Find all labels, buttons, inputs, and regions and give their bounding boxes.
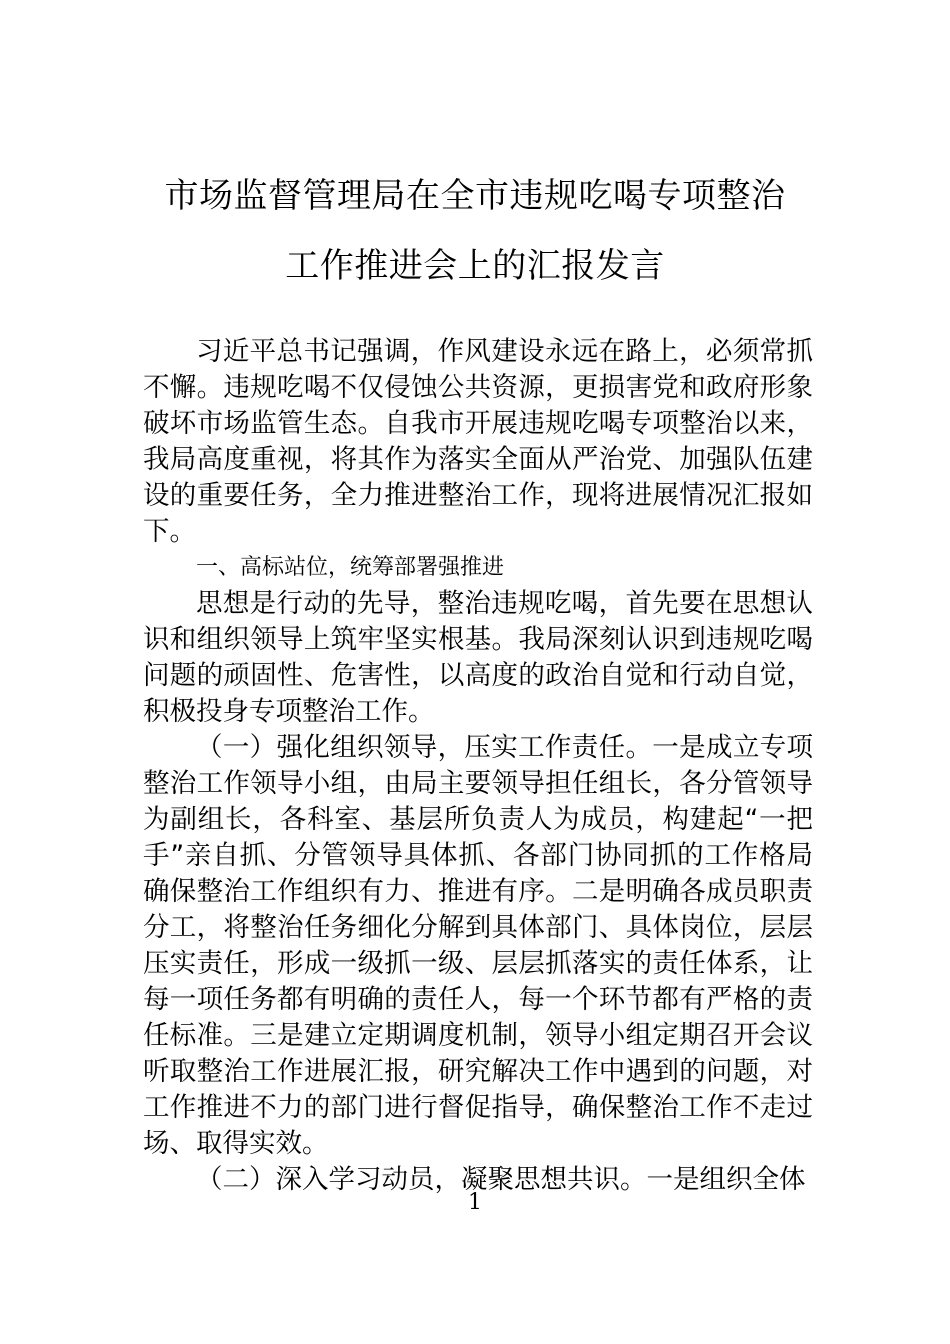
subsection-1-paragraph: （一）强化组织领导，压实工作责任。一是成立专项整治工作领导小组，由局主要领导担任组长，各分管领导为副组长，各科室、基层所负责人为成员，构建起“一把手”亲自抓、分管领导具体抓、各部门协同抓的工作格局确保整治工作组织有力、推进有序。二是明确各成员职责分工，将整治任务细化分解到具体部门、具体岗位，层层压实责任，形成一级抓一级、层层抓落实的责任体系，让每一项任务都有明确的责任人，每一个环节都有严格的责任标准。三是建立定期调度机制，领导小组定期召开会议听取整治工作进展汇报，研究解决工作中遇到的问题，对工作推进不力的部门进行督促指导，确保整治工作不走过场、取得实效。 xyxy=(143,732,813,1159)
document-title-line-1: 市场监督管理局在全市违规吃喝专项整治 xyxy=(164,176,786,216)
intro-paragraph: 习近平总书记强调，作风建设永远在路上，必须常抓不懈。违规吃喝不仅侵蚀公共资源，更损害党和政府形象破坏市场监管生态。自我市开展违规吃喝专项整治以来，我局高度重视，将其作为落实全面从严治党、加强队伍建设的重要任务，全力推进整治工作，现将进展情况汇报如下。 xyxy=(143,336,813,547)
document-body xyxy=(143,334,813,1198)
document-title-line-2: 工作推进会上的汇报发言 xyxy=(285,246,665,286)
section-1-paragraph: 思想是行动的先导，整治违规吃喝，首先要在思想认识和组织领导上筑牢坚实根基。我局深刻认识到违规吃喝问题的顽固性、危害性，以高度的政治自觉和行动自觉，积极投身专项整治工作。 xyxy=(143,588,813,727)
subsection-2-paragraph: （二）深入学习动员，凝聚思想共识。一是组织全体 xyxy=(196,1164,806,1195)
section-heading-1: 一、高标站位，统筹部署强推进 xyxy=(196,555,505,580)
page-number: 1 xyxy=(468,1190,482,1215)
